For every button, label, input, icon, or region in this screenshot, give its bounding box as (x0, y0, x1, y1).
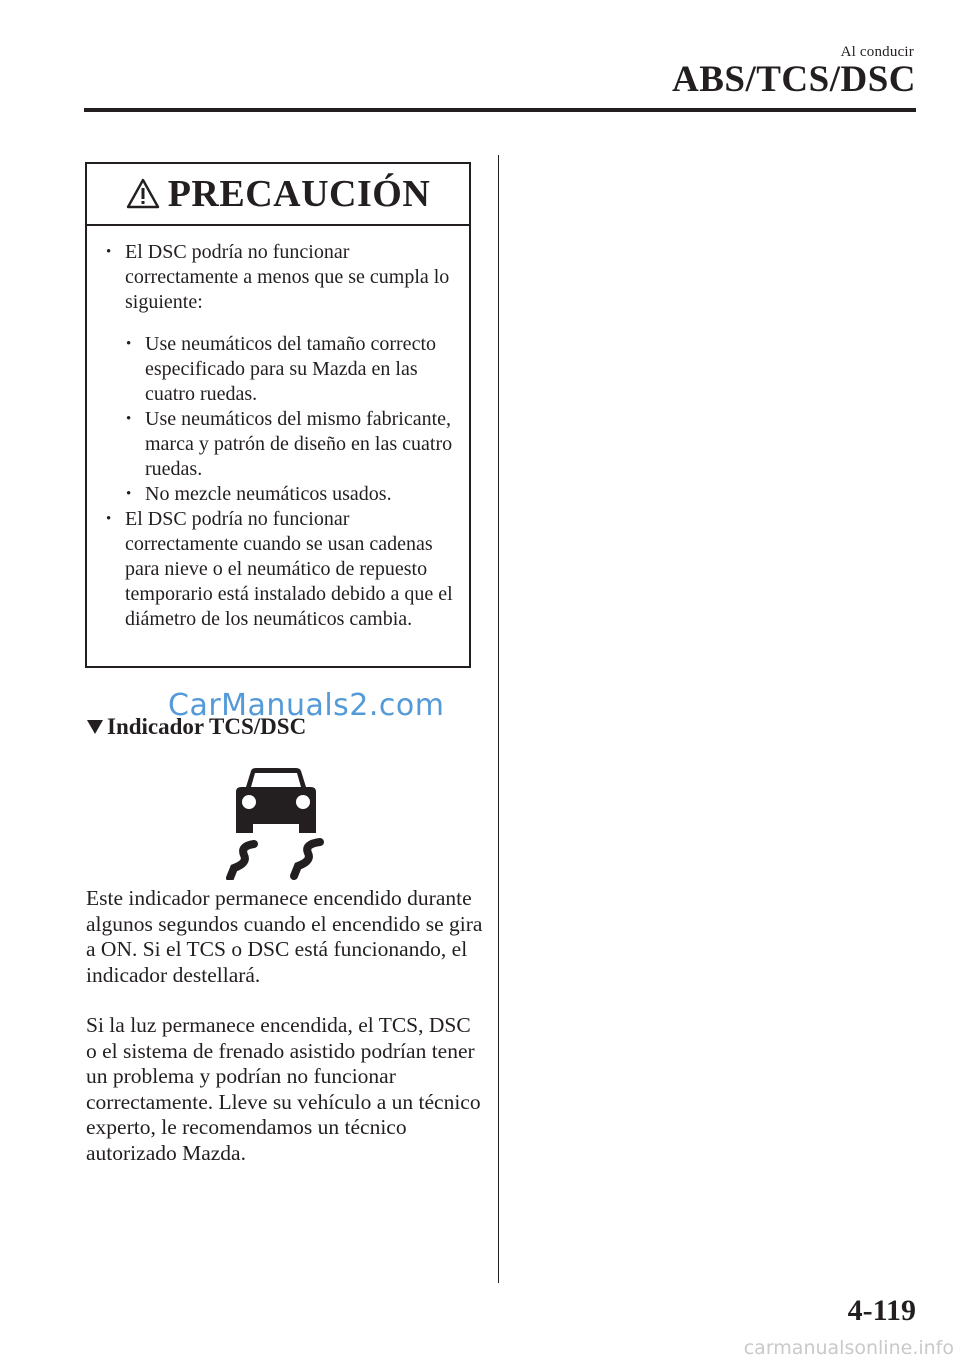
caution-title: PRECAUCIÓN (167, 173, 431, 215)
section-label: Al conducir (840, 44, 914, 60)
caution-sub-bullet: • No mezcle neumáticos usados. (101, 482, 457, 507)
warning-triangle-icon (126, 178, 160, 210)
watermark: CarManuals2.com (168, 688, 445, 723)
caution-bullet: • El DSC podría no funcionar correctamente cuando se usan cadenas para nieve o el neumático de repuesto temporario está instalado debido a que el diámetro de los neumáticos cambia. (101, 507, 457, 632)
page-number: 4-119 (847, 1294, 916, 1327)
column-divider (498, 155, 499, 1283)
caution-header (87, 164, 469, 226)
header-rule (84, 108, 916, 112)
caution-body (87, 226, 469, 632)
footer-watermark: carmanualsonline.info (743, 1337, 954, 1359)
caution-sub-bullet: • Use neumáticos del mismo fabricante, marca y patrón de diseño en las cuatro ruedas. (101, 407, 457, 482)
page-title: ABS/TCS/DSC (671, 59, 916, 100)
caution-box (85, 162, 471, 668)
paragraph: Si la luz permanece encendida, el TCS, DSC o el sistema de frenado asistido podrían tener un problema y podrían no funcionar correctamente. Lleve su vehículo a un técnico experto, le recomendamos un técnico autorizado Mazda. (86, 1013, 481, 1165)
section-heading-text: Indicador TCS/DSC (107, 714, 307, 739)
paragraph: Este indicador permanece encendido durante algunos segundos cuando el encendido se gira a ON. Si el TCS o DSC está funcionando, el indicador destellará. (86, 886, 483, 987)
caution-bullet: • El DSC podría no funcionar correctamente a menos que se cumpla lo siguiente: (101, 240, 457, 315)
tcs-dsc-skidding-car-icon (224, 766, 328, 880)
down-triangle-icon (86, 719, 104, 735)
caution-sub-bullet: • Use neumáticos del tamaño correcto especificado para su Mazda en las cuatro ruedas. (101, 332, 457, 407)
caution-sub-list (101, 332, 457, 507)
